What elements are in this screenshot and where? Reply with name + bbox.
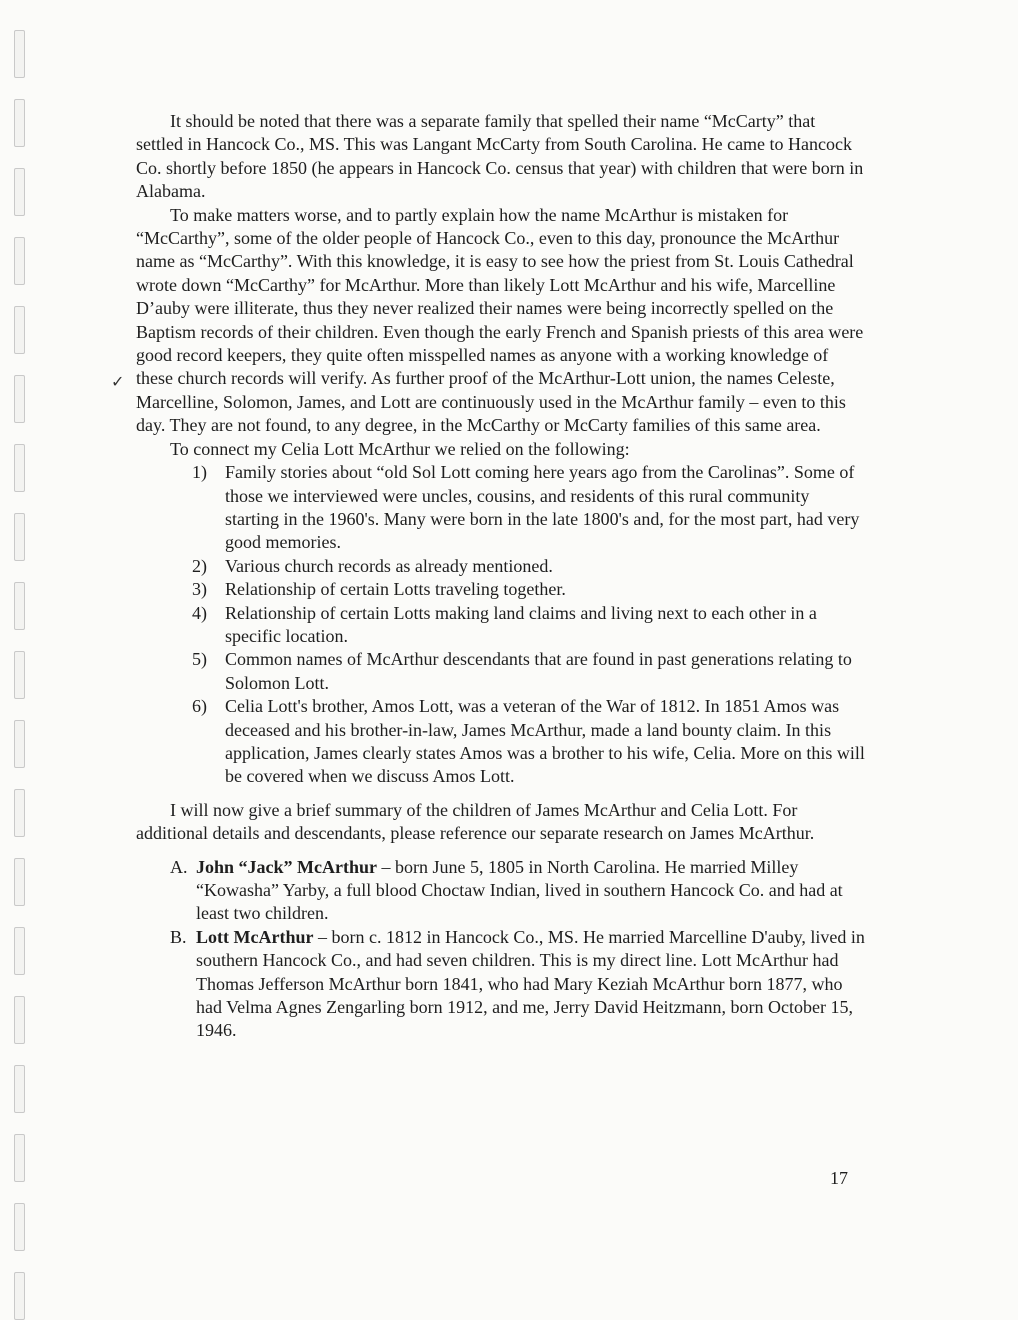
list-item	[192, 555, 866, 578]
binding-hole	[14, 858, 25, 906]
binding-hole	[14, 582, 25, 630]
margin-check-mark: ✓	[111, 374, 125, 391]
binding-hole	[14, 720, 25, 768]
list-item-text: Family stories about “old Sol Lott coming here years ago from the Carolinas”. Some of those we interviewed were uncles, cousins, and residents of this rural community starting in the 1960's. Many were born in the late 1800's and, for the most part, had very good memories.	[225, 462, 860, 553]
child-details: – born June 5, 1805 in North Carolina. He married Milley “Kowasha” Yarby, a full blood Choctaw Indian, lived in southern Hancock Co. and had at least two children.	[196, 856, 843, 924]
document-page	[136, 110, 866, 1043]
child-details: – born c. 1812 in Hancock Co., MS. He married Marcelline D'auby, lived in southern Hancock Co., and had seven children. This is my direct line. Lott McArthur had Thomas Jefferson McArthur born 1841, who had Mary Keziah McArthur born 1877, who had Velma Agnes Zengarling born 1912, and me, Jerry David Heitzmann, born October 15, 1946.	[196, 926, 865, 1041]
binding-hole	[14, 306, 25, 354]
list-item	[170, 926, 866, 1043]
binding-hole	[14, 1065, 25, 1113]
binding-hole	[14, 1203, 25, 1251]
list-item	[192, 602, 866, 649]
evidence-list	[192, 461, 866, 789]
paragraph-children-summary: I will now give a brief summary of the children of James McArthur and Celia Lott. For additional details and descendants, please reference our separate research on James McArthur.	[136, 799, 815, 844]
list-number: 6)	[192, 696, 207, 717]
list-item-text: Relationship of certain Lotts making land claims and living next to each other in a specific location.	[225, 602, 817, 646]
binding-hole	[14, 168, 25, 216]
binding-hole	[14, 375, 25, 423]
paragraph-name-confusion: To make matters worse, and to partly explain how the name McArthur is mistaken for “McCarthy”, some of the older people of Hancock Co., even to this day, pronounce the McArthur name as “McCarthy”. With this knowledge, it is easy to see how the priest from St. Louis Cathedral wrote down “McCarthy” for McArthur. More than likely Lott McArthur and his wife, Marcelline D’auby were illiterate, thus they never realized their names were being incorrectly spelled on the Baptism records of their children. Even though the early French and Spanish priests of this area were good record keepers, they quite often misspelled names as anyone with a working knowledge of these church records will verify. As further proof of the McArthur-Lott union, the names Celeste, Marcelline, Solomon, James, and Lott are continuously used in the McArthur family – even to this day. They are not found, to any degree, in the McCarthy or McCarty families of this same area.	[136, 204, 864, 436]
list-number: 1)	[192, 462, 207, 483]
child-name: Lott McArthur	[196, 926, 314, 947]
list-item-text: Relationship of certain Lotts traveling together.	[225, 579, 566, 600]
binding-hole	[14, 444, 25, 492]
list-item	[192, 648, 866, 695]
binding-hole	[14, 513, 25, 561]
binding-hole	[14, 30, 25, 78]
binding-hole	[14, 927, 25, 975]
paragraph-connection-intro: To connect my Celia Lott McArthur we relied on the following:	[170, 438, 630, 459]
list-number: 4)	[192, 602, 207, 623]
binding-hole	[14, 1134, 25, 1182]
list-number: 3)	[192, 579, 207, 600]
child-name: John “Jack” McArthur	[196, 856, 377, 877]
list-number: 2)	[192, 555, 207, 576]
list-item	[192, 695, 866, 789]
list-item	[170, 856, 866, 926]
list-item-text: Celia Lott's brother, Amos Lott, was a veteran of the War of 1812. In 1851 Amos was deceased and his brother-in-law, James McArthur, made a land bounty claim. In this application, James clearly states Amos was a brother to his wife, Celia. More on this will be covered when we discuss Amos Lott.	[225, 696, 865, 787]
binding-hole	[14, 651, 25, 699]
list-number: 5)	[192, 649, 207, 670]
children-list	[170, 856, 866, 1043]
binding-hole	[14, 996, 25, 1044]
binding-holes	[8, 0, 32, 1315]
list-item-text: Common names of McArthur descendants that are found in past generations relating to Solomon Lott.	[225, 649, 852, 693]
binding-hole	[14, 789, 25, 837]
list-letter: B.	[170, 926, 187, 947]
binding-hole	[14, 237, 25, 285]
binding-hole	[14, 1272, 25, 1320]
list-letter: A.	[170, 856, 188, 877]
paragraph-mccarty-family: It should be noted that there was a separate family that spelled their name “McCarty” that settled in Hancock Co., MS. This was Langant McCarty from South Carolina. He came to Hancock Co. shortly before 1850 (he appears in Hancock Co. census that year) with children that were born in Alabama.	[136, 111, 864, 202]
list-item	[192, 461, 866, 555]
list-item	[192, 578, 866, 601]
binding-hole	[14, 99, 25, 147]
page-number: 17	[830, 1168, 848, 1188]
list-item-text: Various church records as already mentioned.	[225, 555, 553, 576]
